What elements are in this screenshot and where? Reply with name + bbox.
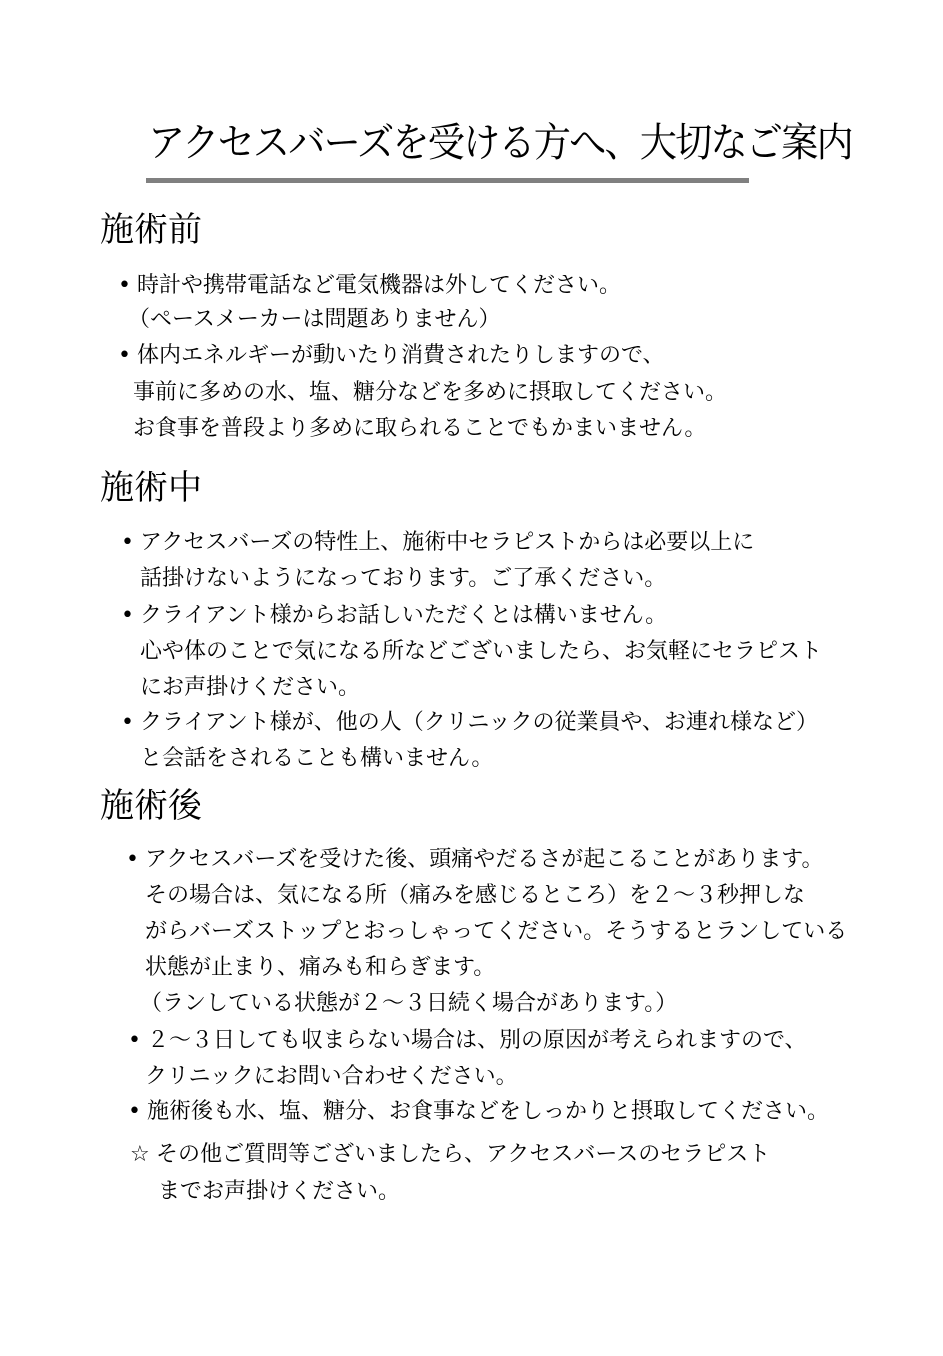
list-item-line: 状態が止まり、痛みも和らぎます。 (145, 955, 496, 980)
list-item-line: と会話をされることも構いません。 (140, 746, 494, 771)
list-item-line: 話掛けないようになっております。ご了承ください。 (140, 566, 667, 591)
section-heading-after: 施術後 (100, 786, 202, 826)
bullet-icon: • (118, 273, 131, 298)
list-item-line: 事前に多めの水、塩、糖分などを多めに摂取してください。 (133, 380, 728, 405)
list-item-line: がらバーズストップとおっしゃってください。そうするとランしている (145, 919, 848, 944)
list-item-line: アクセスバーズを受けた後、頭痛やだるさが起こることがあります。 (145, 847, 824, 872)
list-item-line: （ランしている状態が２～３日続く場合があります。） (140, 991, 678, 1016)
note-line: その他ご質問等ございましたら、アクセスバースのセラピスト (156, 1142, 771, 1167)
list-item-line: クライアント様が、他の人（クリニックの従業員や、お連れ様など） (140, 710, 819, 735)
bullet-icon: • (128, 1099, 141, 1124)
bullet-icon: • (121, 710, 134, 735)
list-item-line: 心や体のことで気になる所などございましたら、お気軽にセラピスト (140, 639, 823, 664)
bullet-icon: • (128, 1028, 141, 1053)
list-item-line: 体内エネルギーが動いたり消費されたりしますので、 (137, 343, 665, 368)
bullet-icon: • (118, 343, 131, 368)
star-icon: ☆ (130, 1142, 150, 1167)
list-item-line: 時計や携帯電話など電気機器は外してください。 (137, 273, 622, 298)
bullet-icon: • (121, 530, 134, 555)
list-item-line: ２～３日しても収まらない場合は、別の原因が考えられますので、 (147, 1028, 807, 1053)
bullet-icon: • (121, 603, 134, 628)
title-underline (146, 178, 749, 183)
note-line: までお声掛けください。 (158, 1179, 401, 1204)
list-item-line: クリニックにお問い合わせください。 (145, 1064, 518, 1089)
list-item-line: アクセスバーズの特性上、施術中セラピストからは必要以上に (140, 530, 755, 555)
list-item-line: にお声掛けください。 (140, 675, 361, 700)
list-item-line: （ペースメーカーは問題ありません） (128, 307, 501, 332)
list-item-line: お食事を普段より多めに取られることでもかまいません。 (133, 416, 707, 441)
section-heading-before: 施術前 (100, 210, 202, 250)
list-item-line: 施術後も水、塩、糖分、お食事などをしっかりと摂取してください。 (147, 1099, 830, 1124)
page-title: アクセスバーズを受ける方へ、大切なご案内 (148, 120, 852, 166)
bullet-icon: • (126, 847, 139, 872)
list-item-line: その場合は、気になる所（痛みを感じるところ）を２～３秒押しな (145, 883, 806, 908)
section-heading-during: 施術中 (100, 468, 202, 508)
list-item-line: クライアント様からお話しいただくとは構いません。 (140, 603, 668, 628)
